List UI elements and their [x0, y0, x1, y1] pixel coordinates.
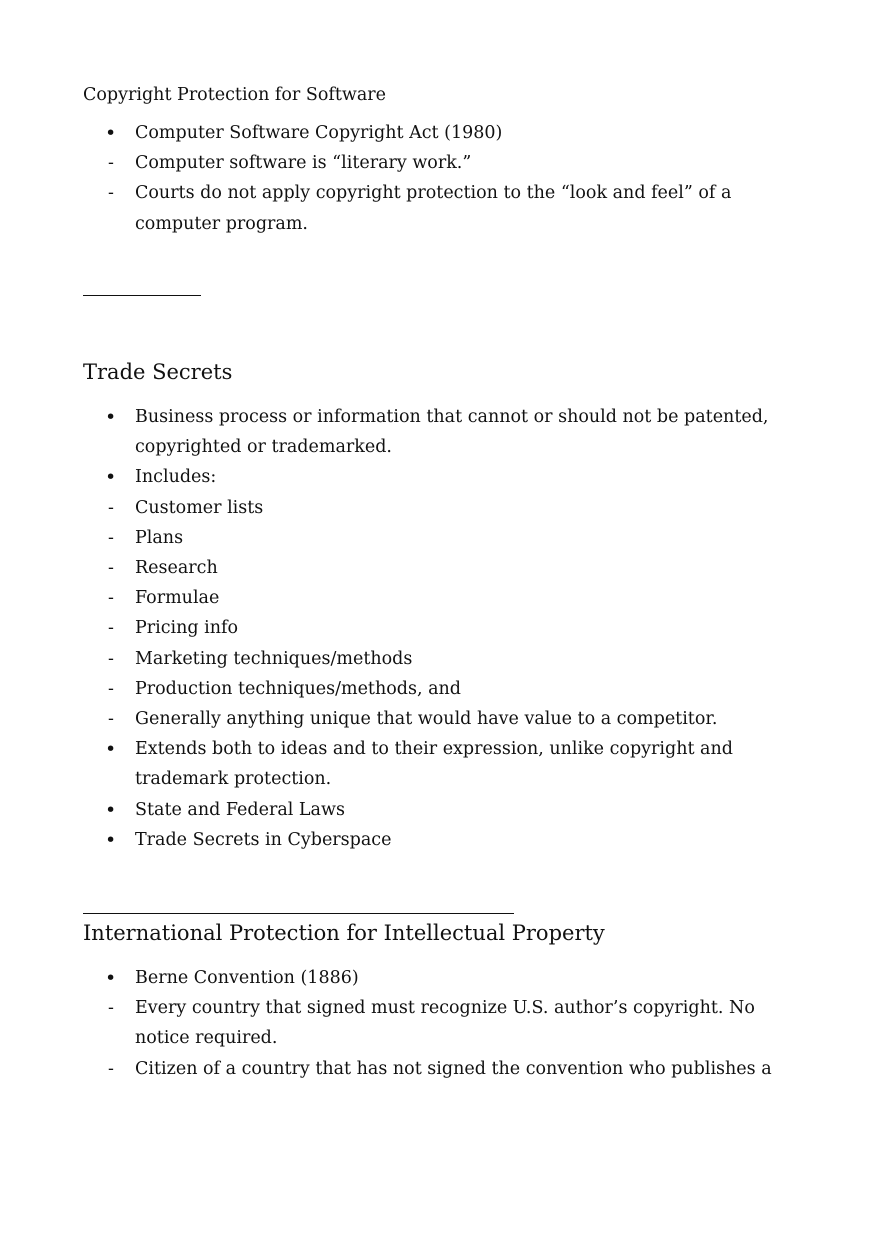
dash-marker: - [108, 183, 114, 204]
section-international-protection [83, 920, 605, 946]
section-international-protection-list-wrap [83, 963, 785, 1084]
dash-item [83, 523, 785, 553]
bullet-item [83, 462, 785, 492]
bullet-item [83, 734, 785, 794]
dash-item [83, 178, 785, 238]
section-copyright-software-list [83, 118, 785, 239]
bullet-item [83, 402, 785, 462]
bullet-marker: • [105, 967, 117, 989]
item-text: Customer lists [135, 497, 264, 518]
bullet-marker: • [105, 828, 117, 851]
dash-marker: - [108, 588, 114, 609]
section-trade-secrets-list [83, 402, 785, 855]
dash-marker: - [108, 527, 114, 548]
dash-marker: - [108, 558, 114, 579]
dash-item [83, 1054, 785, 1084]
section-title: Copyright Protection for Software [83, 85, 387, 105]
item-text: Research [135, 558, 218, 579]
dash-marker: - [108, 618, 114, 639]
dash-marker: - [108, 678, 114, 699]
item-text: Includes: [135, 467, 217, 488]
bullet-marker: • [105, 122, 117, 144]
item-text: Berne Convention (1886) [135, 968, 359, 988]
dash-marker: - [108, 998, 114, 1019]
dash-marker: - [108, 497, 114, 518]
section-divider [83, 913, 514, 914]
section-copyright-software-list-wrap [83, 118, 785, 239]
section-copyright-software [83, 84, 386, 106]
section-title: International Protection for Intellectual Property [83, 921, 605, 945]
section-trade-secrets-list-wrap [83, 402, 785, 855]
item-text: Trade Secrets in Cyberspace [135, 829, 392, 850]
item-text: State and Federal Laws [135, 799, 345, 820]
item-text: Production techniques/methods, and [135, 678, 461, 699]
section-title: Trade Secrets [83, 360, 233, 384]
dash-item [83, 553, 785, 583]
dash-item [83, 644, 785, 674]
dash-marker: - [108, 153, 114, 174]
bullet-marker: • [105, 798, 117, 821]
bullet-marker: • [105, 466, 117, 489]
bullet-marker: • [105, 406, 117, 428]
item-text: Generally anything unique that would have value to a competitor. [135, 709, 718, 730]
dash-marker: - [108, 1058, 114, 1079]
dash-marker: - [108, 709, 114, 730]
item-text: Courts do not apply copyright protection to the “look and feel” of a computer program. [135, 183, 732, 234]
dash-item [83, 704, 785, 734]
item-text: Computer Software Copyright Act (1980) [135, 123, 503, 143]
item-text: Business process or information that cannot or should not be patented, copyrighted or trademarked. [135, 407, 769, 458]
item-text: Plans [135, 527, 184, 548]
item-text: Every country that signed must recognize U.S. author’s copyright. No notice required. [135, 998, 755, 1049]
item-text: Computer software is “literary work.” [135, 153, 472, 174]
dash-item [83, 148, 785, 178]
item-text: Pricing info [135, 618, 239, 639]
item-text: Extends both to ideas and to their expression, unlike copyright and trademark protection. [135, 739, 733, 790]
bullet-item [83, 118, 785, 148]
dash-marker: - [108, 648, 114, 669]
bullet-item [83, 963, 785, 993]
dash-item [83, 613, 785, 643]
dash-item [83, 674, 785, 704]
item-text: Marketing techniques/methods [135, 648, 413, 669]
dash-item [83, 583, 785, 613]
section-international-protection-list [83, 963, 785, 1084]
bullet-item [83, 795, 785, 825]
dash-item [83, 493, 785, 523]
bullet-item [83, 825, 785, 855]
bullet-marker: • [105, 738, 117, 761]
item-text: Formulae [135, 588, 220, 609]
section-trade-secrets [83, 359, 232, 385]
section-divider [83, 295, 201, 296]
item-text: Citizen of a country that has not signed the convention who publishes a [135, 1058, 772, 1079]
dash-item [83, 993, 785, 1053]
